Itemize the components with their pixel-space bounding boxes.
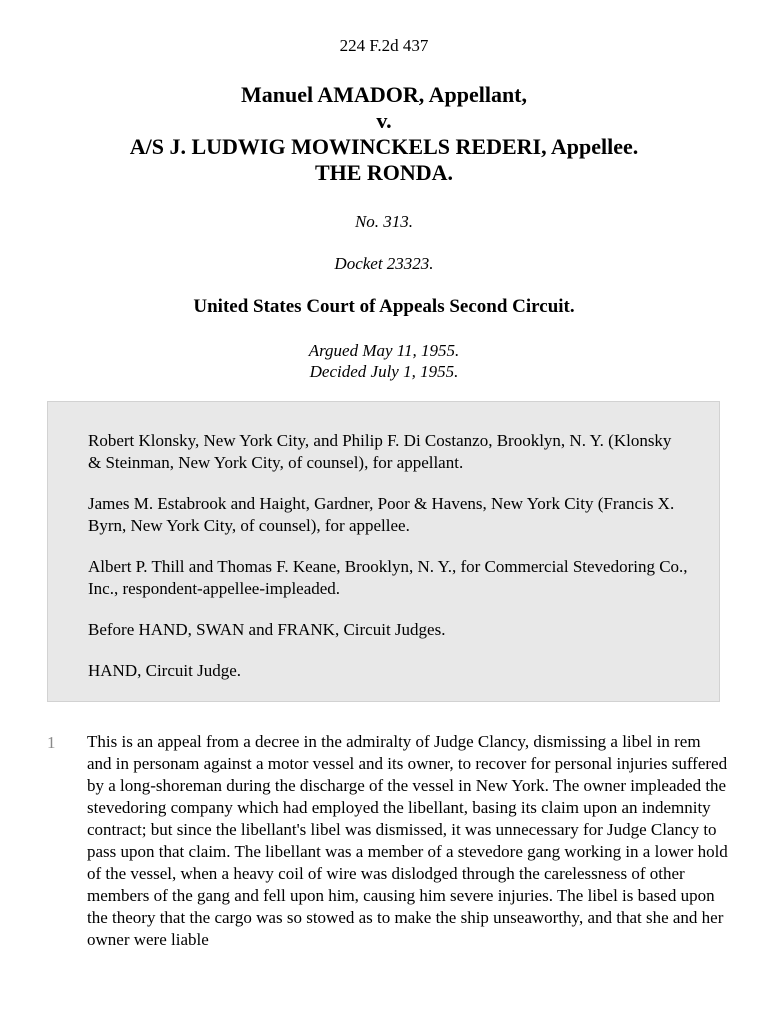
opinion-paragraph: This is an appeal from a decree in the admiralty of Judge Clancy, dismissing a libel in rem and in personam against a motor vessel and its owner, to recover for personal injuries suffered by a long-shoreman during the discharge of the vessel in New York. The owner impleaded the stevedoring company which had employed the libellant, basing its claim upon an indemnity contract; but since the libellant's libel was dismissed, it was unnecessary for Judge Clancy to pass upon that claim. The libellant was a member of a stevedore gang working in a lower hold of the vessel, when a heavy coil of wire was dislodged through the carelessness of other members of the gang and fell upon him, causing him severe injuries. The libel is based upon the theory that the cargo was so stowed as to make the ship unseaworthy, and that she and her owner were liable — [87, 732, 728, 949]
case-number: No. 313. — [354, 212, 414, 231]
case-title — [0, 82, 768, 186]
paragraph-number: 1 — [47, 733, 56, 752]
counsel-panel — [47, 401, 720, 702]
case-citation: 224 F.2d 437 — [339, 36, 429, 55]
title-versus: v. — [376, 108, 392, 133]
decided-date: Decided July 1, 1955. — [309, 362, 459, 381]
opinion-author: HAND, Circuit Judge. — [88, 661, 241, 680]
docket-number: Docket 23323. — [334, 254, 434, 273]
case-dates — [0, 340, 768, 382]
title-appellee: A/S J. LUDWIG MOWINCKELS REDERI, Appellee. — [129, 134, 639, 159]
counsel-appellant: Robert Klonsky, New York City, and Philip F. Di Costanzo, Brooklyn, N. Y. (Klonsky & Steinman, New York City, of counsel), for appellant. — [88, 431, 672, 472]
counsel-appellee: James M. Estabrook and Haight, Gardner, Poor & Havens, New York City (Francis X. Byrn, New York City, of counsel), for appellee. — [88, 494, 675, 535]
court-name: United States Court of Appeals Second Circuit. — [193, 296, 575, 317]
argued-date: Argued May 11, 1955. — [308, 341, 460, 360]
title-vessel: THE RONDA. — [314, 160, 454, 185]
title-appellant: Manuel AMADOR, Appellant, — [240, 82, 528, 107]
judges-panel: Before HAND, SWAN and FRANK, Circuit Judges. — [88, 620, 446, 639]
counsel-impleaded: Albert P. Thill and Thomas F. Keane, Brooklyn, N. Y., for Commercial Stevedoring Co., Inc., respondent-appellee-impleaded. — [88, 557, 688, 598]
